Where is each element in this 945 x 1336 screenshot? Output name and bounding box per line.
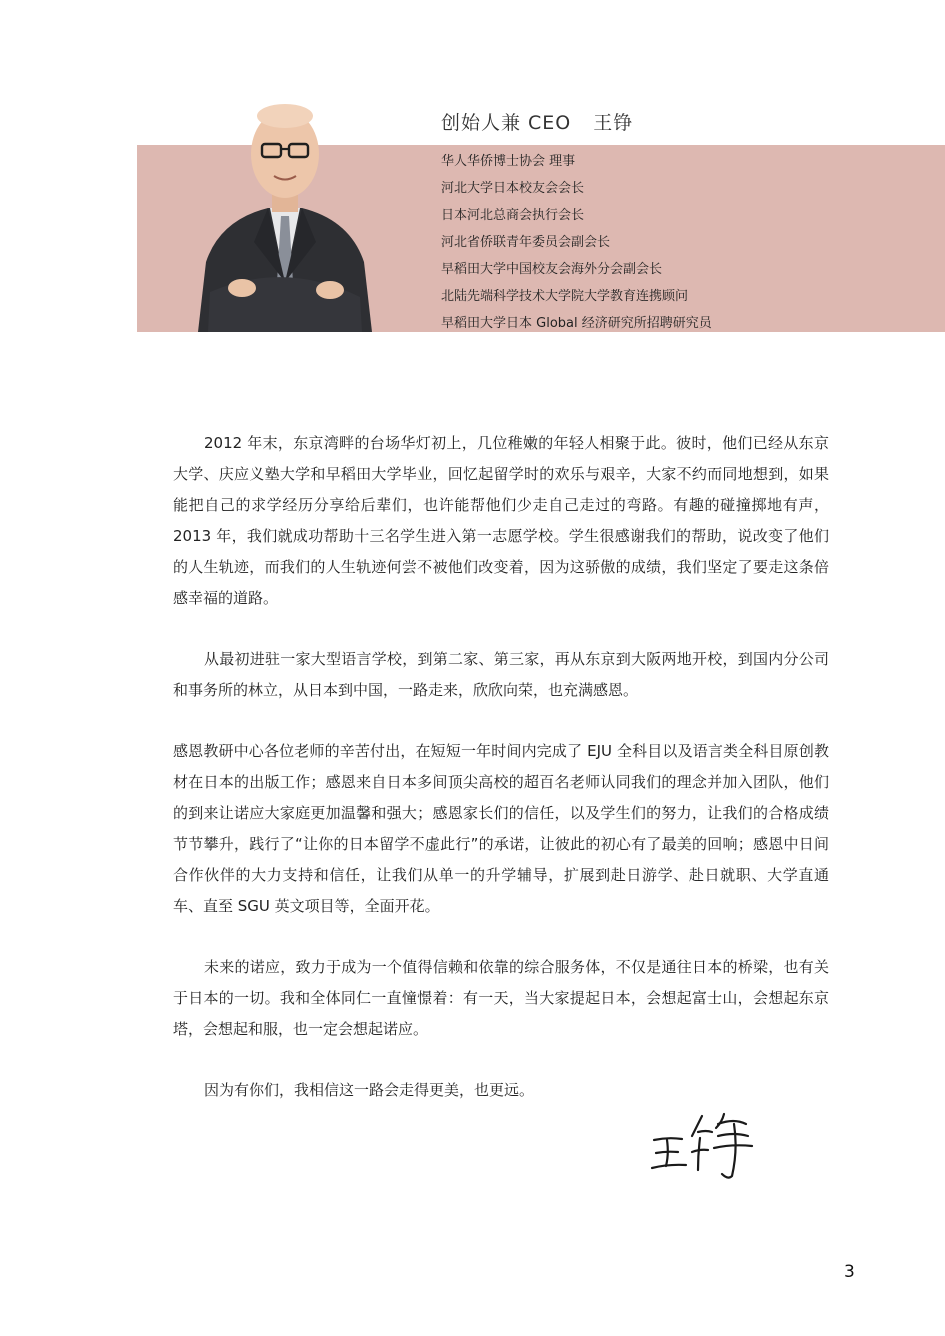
header-title (441, 108, 633, 135)
paragraph: 未来的诺应，致力于成为一个值得信赖和依靠的综合服务体，不仅是通往日本的桥梁，也有关于日本的一切。我和全体同仁一直憧憬着：有一天，当大家提起日本，会想起富士山，会想起东京塔，会想起和服，也一定会想起诺应。 (173, 958, 829, 1038)
paragraph: 因为有你们，我相信这一路会走得更美，也更远。 (204, 1081, 535, 1099)
signature (648, 1110, 758, 1182)
role-item: 河北大学日本校友会会长 (441, 181, 585, 196)
role-item: 日本河北总商会执行会长 (441, 208, 585, 223)
paragraph: 感恩教研中心各位老师的辛苦付出，在短短一年时间内完成了 EJU 全科目以及语言类全科目原创教材在日本的出版工作；感恩来自日本多间顶尖高校的超百名老师认同我们的理念并加入团队，他们的到来让诺应大家庭更加温馨和强大；感恩家长们的信任，以及学生们的努力，让我们的合格成绩节节攀升，践行了“让你的日本留学不虚此行”的承诺，让彼此的初心有了最美的回响；感恩中日间合作伙伴的大力支持和信任，让我们从单一的升学辅导，扩展到赴日游学、赴日就职、大学直通车、直至 SGU 英文项目等，全面开花。 (173, 742, 829, 915)
roles-list (441, 148, 712, 337)
role-item: 早稻田大学中国校友会海外分会副会长 (441, 262, 663, 277)
role-item: 河北省侨联青年委员会副会长 (441, 235, 611, 250)
role-title: 创始人兼 CEO (441, 112, 572, 134)
page-number: 3 (844, 1262, 855, 1282)
portrait-photo (190, 92, 380, 332)
person-name: 王铮 (593, 112, 634, 134)
letter-body (173, 428, 829, 1136)
role-item: 早稻田大学日本 Global 经济研究所招聘研究员 (441, 316, 712, 331)
role-item: 北陆先端科学技术大学院大学教育连携顾问 (441, 289, 689, 304)
paragraph: 从最初进驻一家大型语言学校，到第二家、第三家，再从东京到大阪两地开校，到国内分公司和事务所的林立，从日本到中国，一路走来，欣欣向荣，也充满感恩。 (173, 650, 829, 699)
paragraph: 2012 年末，东京湾畔的台场华灯初上，几位稚嫩的年轻人相聚于此。彼时，他们已经从东京大学、庆应义塾大学和早稻田大学毕业，回忆起留学时的欢乐与艰辛，大家不约而同地想到，如果能把自己的求学经历分享给后辈们，也许能帮他们少走自己走过的弯路。有趣的碰撞掷地有声，2013 年，我们就成功帮助十三名学生进入第一志愿学校。学生很感谢我们的帮助，说改变了他们的人生轨迹，而我们的人生轨迹何尝不被他们改变着，因为这骄傲的成绩，我们坚定了要走这条倍感幸福的道路。 (173, 434, 829, 607)
role-item: 华人华侨博士协会 理事 (441, 154, 576, 169)
